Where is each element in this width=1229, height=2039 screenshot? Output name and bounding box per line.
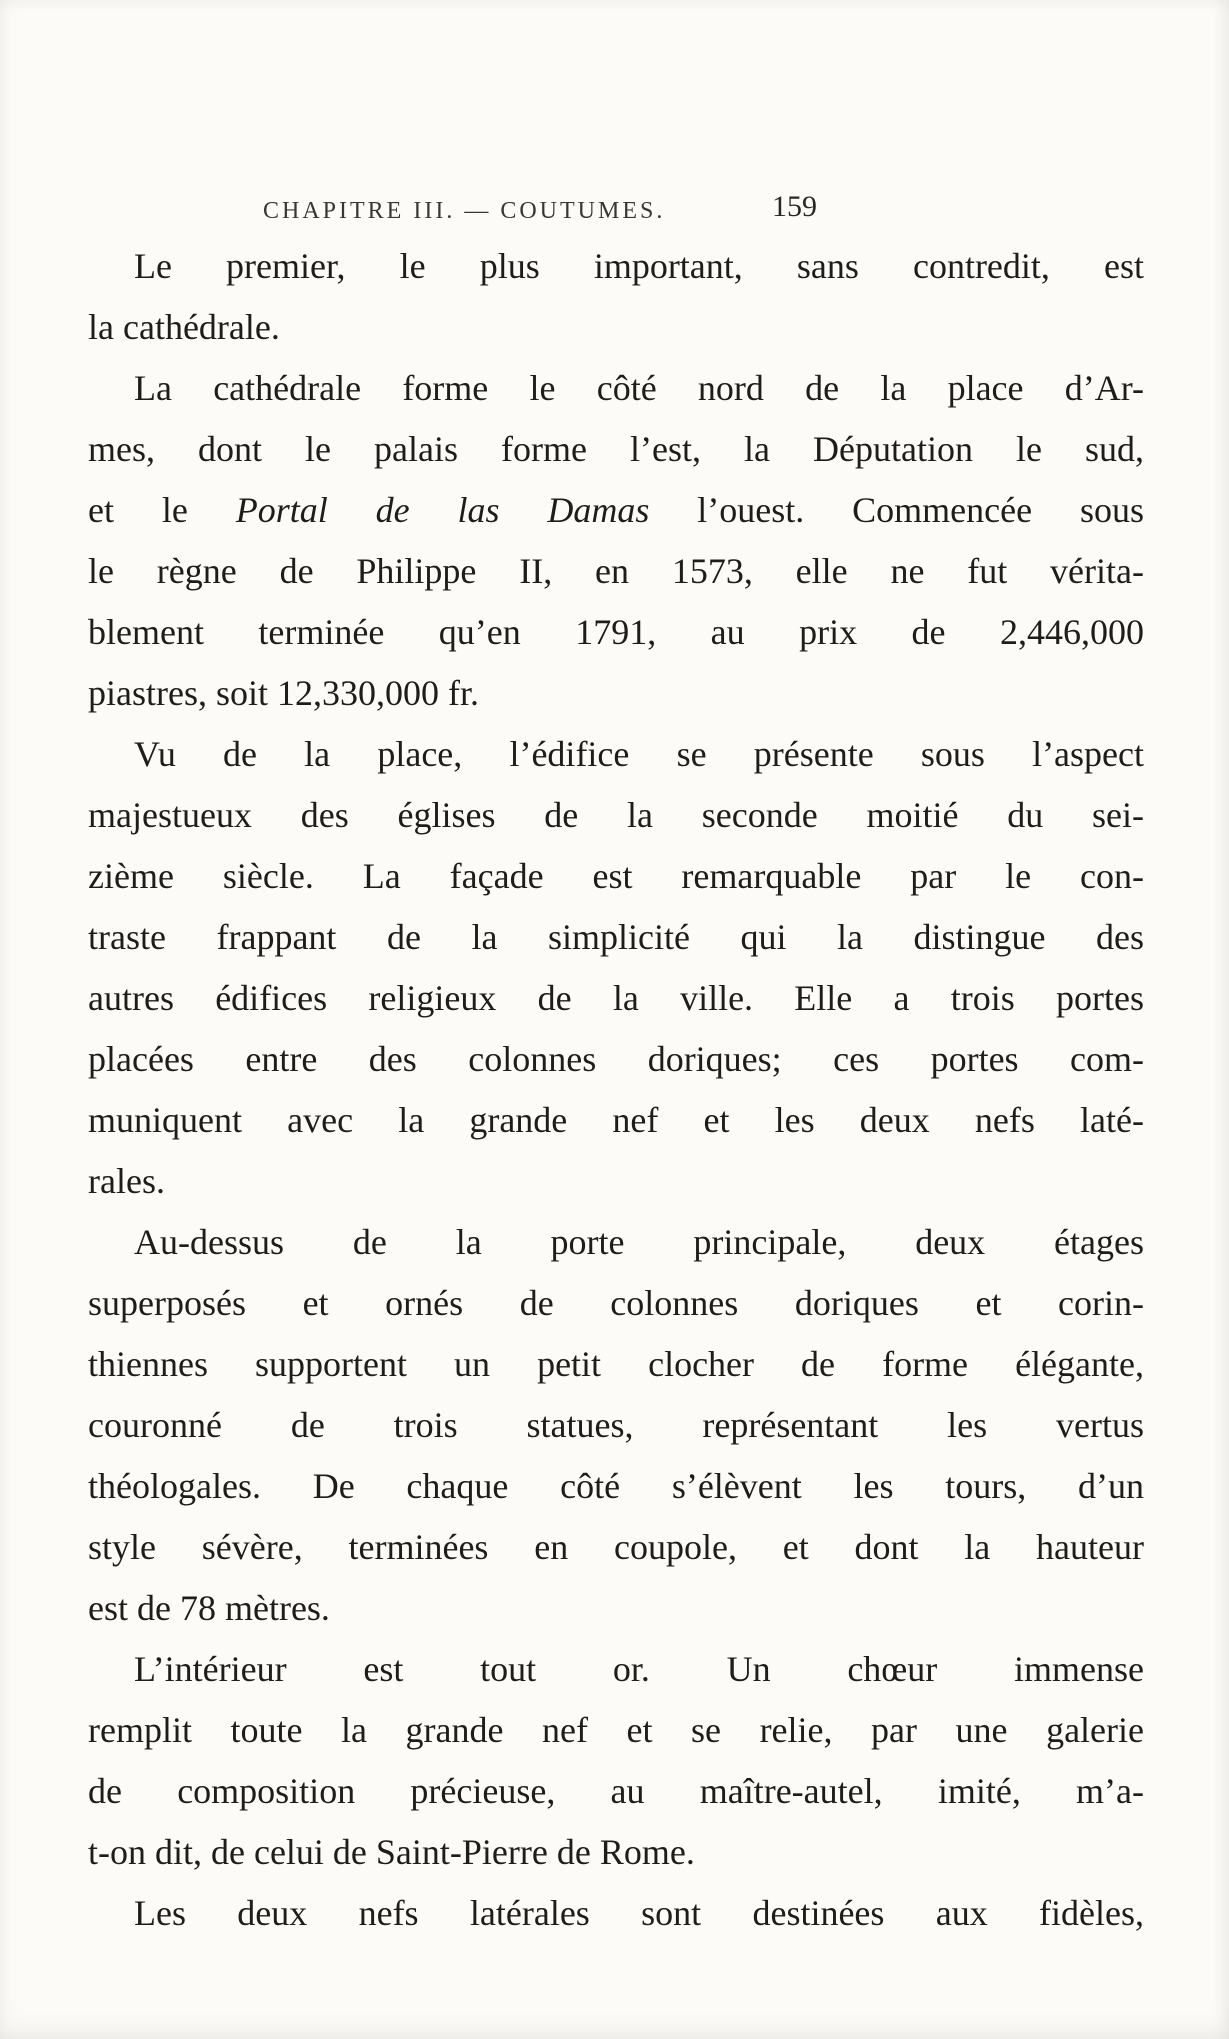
paragraph [88,1212,1144,1639]
paragraph [88,358,1144,724]
text-line: Au-dessus de la porte principale, deux étages [134,1222,1144,1262]
page-number: 159 [772,190,817,223]
paragraph [88,1883,1144,1944]
text-line: est de 78 mètres. [88,1588,330,1628]
text-line [88,480,1144,541]
text-line: le règne de Philippe II, en 1573, elle ne fut vérita- [88,551,1144,591]
page-body [88,236,1144,1944]
text-line: de composition précieuse, au maître-autel, imité, m’a- [88,1771,1144,1811]
text-line: t-on dit, de celui de Saint-Pierre de Rome. [88,1832,695,1872]
text-line: couronné de trois statues, représentant les vertus [88,1405,1144,1445]
italic-phrase: Portal de las Damas [235,490,650,530]
text-segment: et le [88,490,236,530]
paragraph [88,1639,1144,1883]
text-line: la cathédrale. [88,307,280,347]
text-line: rales. [88,1161,165,1201]
text-line: remplit toute la grande nef et se relie, par une galerie [88,1710,1144,1750]
text-line: mes, dont le palais forme l’est, la Députation le sud, [88,429,1144,469]
text-line: thiennes supportent un petit clocher de forme élégante, [88,1344,1144,1384]
text-line: Vu de la place, l’édifice se présente sous l’aspect [134,734,1144,774]
paragraph [88,236,1144,358]
text-line: autres édifices religieux de la ville. Elle a trois portes [88,978,1144,1018]
text-line: La cathédrale forme le côté nord de la place d’Ar- [134,368,1144,408]
text-line: muniquent avec la grande nef et les deux nefs laté- [88,1100,1144,1140]
text-line: Le premier, le plus important, sans contredit, est [134,246,1144,286]
text-line: piastres, soit 12,330,000 fr. [88,673,479,713]
text-line: Les deux nefs latérales sont destinées aux fidèles, [134,1893,1144,1933]
text-line: style sévère, terminées en coupole, et dont la hauteur [88,1527,1144,1567]
text-line: blement terminée qu’en 1791, au prix de 2,446,000 [88,612,1144,652]
text-segment: l’ouest. Commencée sous [649,490,1144,530]
text-line: zième siècle. La façade est remarquable par le con- [88,856,1144,896]
text-line: majestueux des églises de la seconde moitié du sei- [88,795,1144,835]
text-line: théologales. De chaque côté s’élèvent les tours, d’un [88,1466,1144,1506]
paragraph [88,724,1144,1212]
text-line: superposés et ornés de colonnes doriques et corin- [88,1283,1144,1323]
text-line: L’intérieur est tout or. Un chœur immense [134,1649,1144,1689]
text-line: placées entre des colonnes doriques; ces portes com- [88,1039,1144,1079]
text-line: traste frappant de la simplicité qui la distingue des [88,917,1144,957]
running-title: CHAPITRE III. — COUTUMES. [263,198,666,224]
